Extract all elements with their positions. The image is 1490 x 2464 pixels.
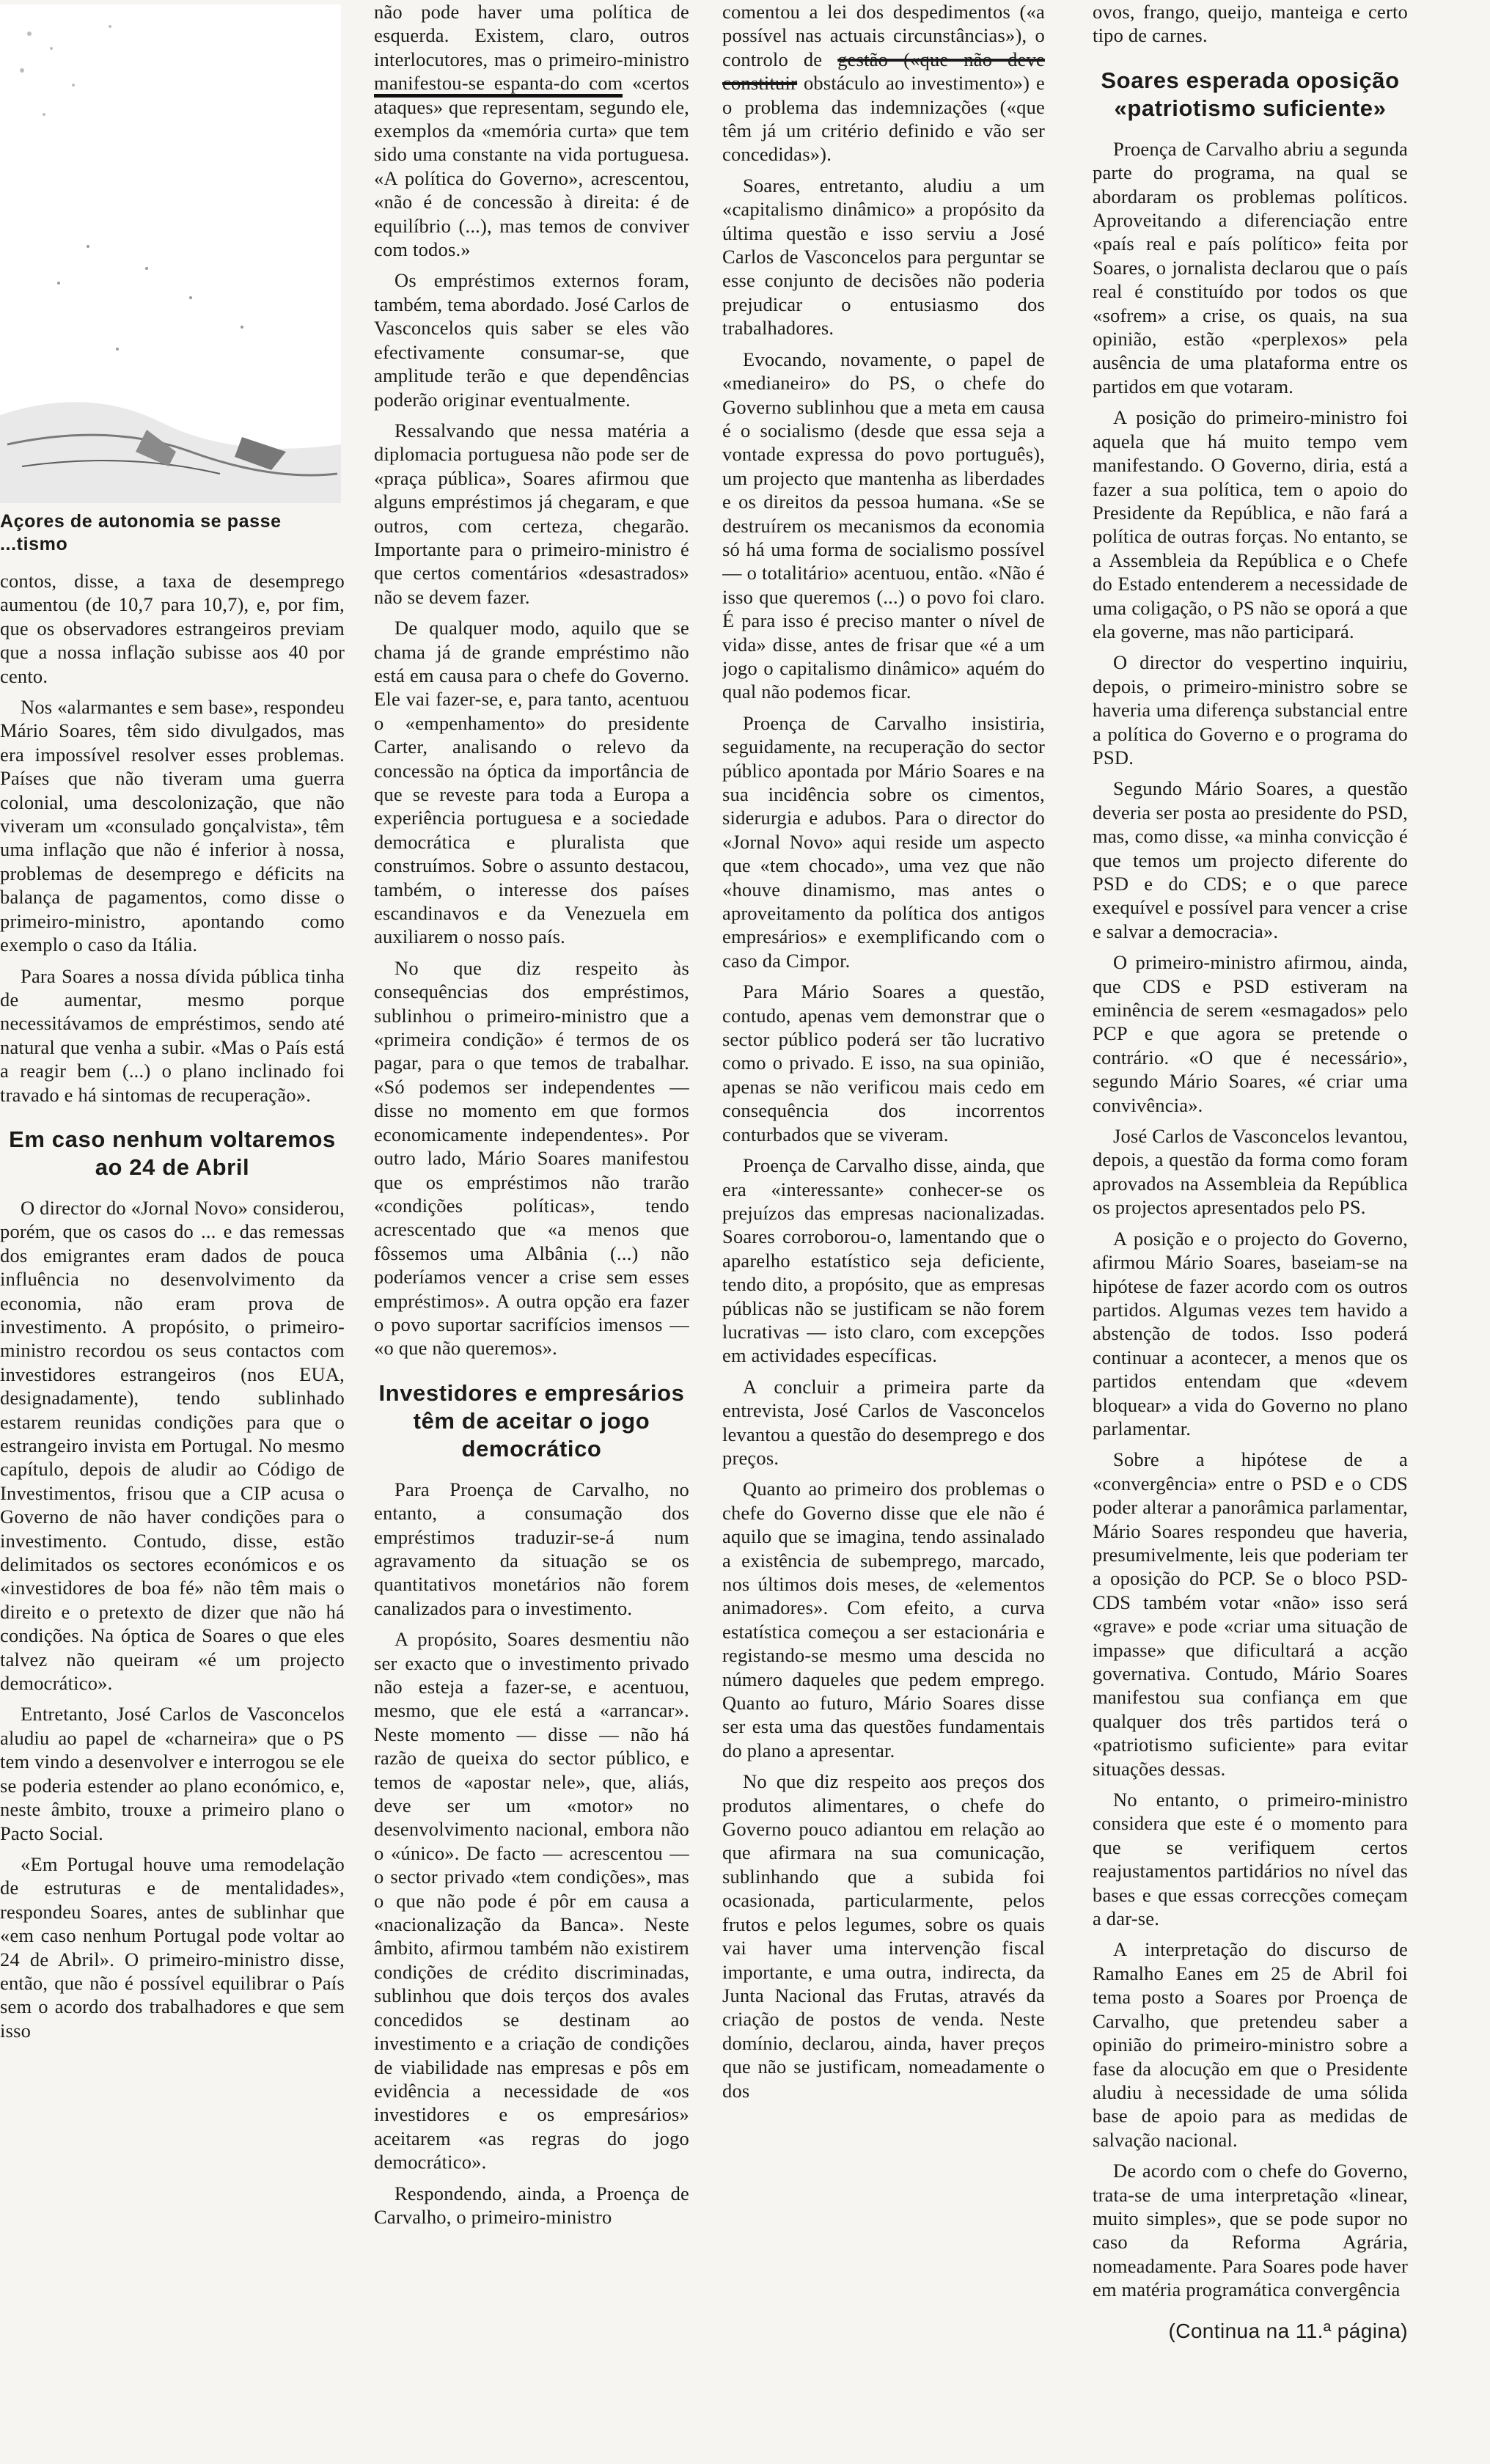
col4-paragraph-2: Proença de Carvalho abriu a segunda parte do programa, na qual se abordaram os problemas políticos. Aproveitando a diferenciação entre «país real e país político» feita por Soares, o jornalista declarou que o país real é constituído por todos os que «sofrem» a crise, os quais, na sua opinião, estão «perplexos» pela ausência de uma plataforma entre os partidos em que votaram. — [1093, 137, 1408, 397]
col2-paragraph-2: Os empréstimos externos foram, também, tema abordado. José Carlos de Vasconcelos quis saber se eles vão efectivamente consumar-se, que amplitude terão e que dependências poderão originar eventualmente. — [374, 269, 689, 411]
col4-paragraph-1: ovos, frango, queijo, manteiga e certo tipo de carnes. — [1093, 1, 1408, 47]
col2-paragraph-7: A propósito, Soares desmentiu não ser exacto que o investimento privado não esteja a fazer-se, e acentuou, mesmo, que ele está a «arrancar». Neste momento — disse — não há razão de queixa do sector público, e temos de «apostar nele», que, aliás, deve ser um «motor» no desenvolvimento nacional, embora não o «único». De facto — acrescentou — o sector privado «tem condições», mas o que não pode é pôr em causa a «nacionalização da Banca». Neste âmbito, afirmou também não existirem condições de crédito discriminadas, sublinhou que dois terços dos avales concedidos se destinam ao investimento e a criação de condições de viabilidade nas empresas e pôs em evidência a necessidade de «os investidores e os empresários» aceitarem «as regras do jogo democrático». — [374, 1628, 689, 2174]
underlined-passage: manifestou-se espanta-do com — [374, 72, 623, 98]
col2-paragraph-1 — [374, 0, 689, 261]
col4-paragraph-6: O primeiro-ministro afirmou, ainda, que CDS e PSD estiveram na eminência de serem «esmagados» pelo PCP e que agora se pretende o contrário. «O que é necessário», segundo Mário Soares, «é criar uma convivência». — [1093, 951, 1408, 1116]
col1-paragraph-1: contos, disse, a taxa de desemprego aumentou (de 10,7 para 10,7), e, por fim, que os observadores estrangeiros previam que a nossa inflação subisse aos 40 por cento. — [0, 570, 345, 687]
section-heading-24-abril: Em caso nenhum voltaremos ao 24 de Abril — [9, 1126, 336, 1180]
col3-paragraph-4: Proença de Carvalho insistiria, seguidamente, na recuperação do sector público apontada por Mário Soares e na sua incidência sobre os cimentos, siderurgia e adubos. Para o director do «Jornal Novo» aqui reside um aspecto que «tem chocado», uma vez que não «houve dinamismo, mas antes o aproveitamento da política dos antigos empresários» e exemplificando com o caso da Cimpor. — [722, 711, 1045, 972]
col4-paragraph-5: Segundo Mário Soares, a questão deveria ser posta ao presidente do PSD, mas, como disse, «a minha convicção é que temos um projecto diferente do PSD e do CDS; e o que parece exequível e possível para vencer a crise e salvar a democracia». — [1093, 777, 1408, 942]
column-3 — [722, 0, 1045, 2464]
column-4 — [1093, 0, 1408, 2464]
col3-p1-end: obstáculo ao investimento») e o problema das indemnizações («que têm já um critério definido e vão ser concedidas»). — [722, 72, 1045, 166]
col4-paragraph-12: De acordo com o chefe do Governo, trata-se de uma interpretação «linear, muito simples», que se pode supor no caso da Reforma Agrária, nomeadamente. Para Soares pode haver em matéria programática convergência — [1093, 2160, 1408, 2301]
section-heading-patriotismo: Soares esperada oposição «patriotismo suficiente» — [1101, 67, 1400, 121]
col3-paragraph-1 — [722, 0, 1045, 166]
col1-paragraph-5: Entretanto, José Carlos de Vasconcelos aludiu ao papel de «charneira» que o PS tem vindo a desenvolver e interrogou se ele se poderia estender ao plano económico, e, neste âmbito, trouxe a primeiro plano o Pacto Social. — [0, 1703, 345, 1844]
column-1 — [0, 0, 345, 2464]
struck-passage: gestão («que não deve constituir — [722, 48, 1045, 95]
col1-paragraph-4: O director do «Jornal Novo» considerou, porém, que os casos do ... e das remessas dos emigrantes eram dados de pouca influência no desenvolvimento da economia, não eram prova de investimento. A propósito, o primeiro-ministro recordou os seus contactos com investidores estrangeiros (nos EUA, designadamente), tendo sublinhado estarem reunidas condições para que o estrangeiro invista em Portugal. No mesmo capítulo, depois de aludir ao Código de Investimentos, frisou que a CIP acusa o Governo de não haver condições para o investimento. Contudo, disse, estão delimitados os sectores económicos e os «investidores de boa fé» não têm mais o direito e o pretexto de dizer que não há condições. Na óptica de Soares o que eles talvez não queiram «é um projecto democrático». — [0, 1196, 345, 1695]
photo-halftone-graphic — [0, 4, 341, 503]
col3-p1-start: comentou a lei dos despedimentos («a possível nas actuais circunstâncias»), o controlo de — [722, 1, 1045, 70]
continuation-note: (Continua na 11.ª página) — [1168, 2319, 1408, 2342]
col4-paragraph-4: O director do vespertino inquiriu, depois, o primeiro-ministro sobre se haveria uma diferença substancial entre a política do Governo e o programa do PSD. — [1093, 651, 1408, 769]
col3-paragraph-9: No que diz respeito aos preços dos produtos alimentares, o chefe do Governo pouco adiantou em relação ao que afirmara na sua comunicação, sublinhando que a subida foi ocasionada, particularmente, pelos frutos e pelos legumes, sobre os quais vai haver uma intervenção fiscal importante, e uma outra, indirecta, da Junta Nacional das Frutas, através da criação de postos de venda. Neste domínio, declarou, ainda, haver preços que não se justificam, nomeadamente o dos — [722, 1770, 1045, 2102]
col3-paragraph-5: Para Mário Soares a questão, contudo, apenas vem demonstrar que o sector público poderá ser tão lucrativo como o privado. E isso, na sua opinião, apenas se não verificou mais cedo em consequência dos incorrentos conturbados que se viveram. — [722, 980, 1045, 1145]
column-2 — [374, 0, 689, 2464]
col2-paragraph-6: Para Proença de Carvalho, no entanto, a consumação dos empréstimos traduzir-se-á num agravamento da situação se os quantitativos monetários não forem canalizados para o investimento. — [374, 1478, 689, 1619]
col4-paragraph-11: A interpretação do discurso de Ramalho Eanes em 25 de Abril foi tema posto a Soares por Proença de Carvalho, que pretendeu saber a opinião do primeiro-ministro sobre a fase da alocução em que o Presidente aludiu à necessidade de uma sólida base de apoio para as medidas de salvação nacional. — [1093, 1938, 1408, 2151]
col3-paragraph-8: Quanto ao primeiro dos problemas o chefe do Governo disse que ele não é aquilo que se imagina, tendo assinalado a existência de subemprego, marcado, nos últimos dois meses, de «elementos animadores». Com efeito, a curva estatística começou a ser estacionária e registando-se mesmo uma descida no número daqueles que pedem emprego. Quanto ao futuro, Mário Soares disse ser esta uma das questões fundamentais do plano a apresentar. — [722, 1478, 1045, 1761]
col1-paragraph-6: «Em Portugal houve uma remodelação de estruturas e de mentalidades», respondeu Soares, antes de sublinhar que «em caso nenhum Portugal pode voltar ao 24 de Abril». O primeiro-ministro disse, então, que não é possível equilibrar o País sem o acordo dos trabalhadores e que sem isso — [0, 1852, 345, 2042]
col4-paragraph-3: A posição do primeiro-ministro foi aquela que há muito tempo vem manifestando. O Governo, diria, está a fazer a sua política, tem o apoio do Presidente da República, e não fará a política de outras forças. No entanto, se a Assembleia da República e o Chefe do Estado entenderem a necessidade de uma coligação, o PS não se oporá a que ela governe, mas não participará. — [1093, 406, 1408, 642]
col4-paragraph-10: No entanto, o primeiro-ministro considera que este é o momento para que se verifiquem certos reajustamentos partidários no nível das bases e que essas correcções começam a dar-se. — [1093, 1789, 1408, 1930]
col2-paragraph-8: Respondendo, ainda, a Proença de Carvalho, o primeiro-ministro — [374, 2182, 689, 2228]
col3-paragraph-6: Proença de Carvalho disse, ainda, que era «interessante» conhecer-se os prejuízos das empresas nacionalizadas. Soares corroborou-o, lamentando que o aparelho estatístico seja deficiente, tendo dito, a propósito, que as empresas públicas não se justificam se não forem lucrativas — isto claro, com excepções em actividades específicas. — [722, 1154, 1045, 1367]
newspaper-photo — [0, 4, 341, 503]
col1-paragraph-2: Nos «alarmantes e sem base», respondeu Mário Soares, têm sido divulgados, mas era impossível resolver esses problemas. Países que não tiveram uma guerra colonial, uma descolonização, que não viveram um «consulado gonçalvista», têm uma inflação que não é inferior à nossa, problemas de desemprego e déficits na balança de pagamentos, como disse o primeiro-ministro, apontando como exemplo o caso da Itália. — [0, 696, 345, 956]
col1-paragraph-3: Para Soares a nossa dívida pública tinha de aumentar, mesmo porque necessitávamos de empréstimos, sendo até natural que venha a subir. «Mas o País está a reagir bem (...) o plano inclinado foi travado e há sintomas de recuperação». — [0, 964, 345, 1106]
col4-paragraph-9: Sobre a hipótese de a «convergência» entre o PSD e o CDS poder alterar a panorâmica parlamentar, Mário Soares respondeu que haveria, presumivelmente, leis que poderiam ter a oposição do PCP. Se o bloco PSD-CDS também votar «não» isso será «grave» e pode «criar uma situação de impasse» que dificultará a acção governativa. Contudo, Mário Soares manifestou sua confiança em que qualquer dos três partidos terá o «patriotismo suficiente» para evitar situações dessas. — [1093, 1448, 1408, 1780]
col3-paragraph-7: A concluir a primeira parte da entrevista, José Carlos de Vasconcelos levantou a questão do desemprego e dos preços. — [722, 1375, 1045, 1469]
col2-paragraph-3: Ressalvando que nessa matéria a diplomacia portuguesa não pode ser de «praça pública», Soares afirmou que alguns empréstimos já chegaram, e que outros, com certeza, chegarão. Importante para o primeiro-ministro é que certos comentários «desastrados» não se devem fazer. — [374, 419, 689, 608]
col2-p1-start: não pode haver uma política de esquerda. Existem, claro, outros interlocutores, mas o primeiro-ministro — [374, 1, 689, 70]
section-heading-investidores: Investidores e empresários têm de aceitar o jogo democrático — [378, 1379, 685, 1462]
col2-p1-end: «certos ataques» que representam, segundo ele, exemplos da «memória curta» que tem sido uma constante na vida portuguesa. «A política do Governo», acrescentou, «não é de concessão à direita: é de equilíbrio (...), mas temos de conviver com todos.» — [374, 72, 689, 261]
photo-caption: Açores de autonomia se passe ...tismo — [0, 511, 282, 554]
col3-paragraph-2: Soares, entretanto, aludiu a um «capitalismo dinâmico» a propósito da última questão e isso serviu a José Carlos de Vasconcelos para perguntar se esse conjunto de decisões não poderia prejudicar o entusiasmo dos trabalhadores. — [722, 174, 1045, 340]
col4-paragraph-7: José Carlos de Vasconcelos levantou, depois, a questão da forma como foram aprovados na Assembleia da República os projectos apresentados pelo PS. — [1093, 1125, 1408, 1219]
col2-paragraph-4: De qualquer modo, aquilo que se chama já de grande empréstimo não está em causa para o chefe do Governo. Ele vai fazer-se, e, para tanto, acentuou o «empenhamento» do presidente Carter, analisando o relevo da concessão na óptica da importância de que se reveste para toda a Europa a experiência portuguesa e a sociedade democrática e pluralista que construímos. Sobre o assunto destacou, também, o interesse dos países escandinavos e da Venezuela em auxiliarem o nosso país. — [374, 617, 689, 948]
col4-paragraph-8: A posição e o projecto do Governo, afirmou Mário Soares, baseiam-se na hipótese de fazer acordo com os outros partidos. Algumas vezes tem havido a abstenção de todos. Isso poderá continuar a acontecer, a menos que os partidos entendam que «devem bloquear» a vida do Governo no plano parlamentar. — [1093, 1227, 1408, 1440]
col3-paragraph-3: Evocando, novamente, o papel de «medianeiro» do PS, o chefe do Governo sublinhou que a meta em causa é o socialismo (desde que essa seja a vontade expressa do povo português), um projecto que mantenha as liberdades e os direitos da pessoa humana. «Se se destruírem os mecanismos da economia só há uma forma de socialismo possível — o totalitário» acentuou, então. «Não é isso que queremos (...) o povo foi claro. É para isso é preciso manter o nível de vida» disse, antes de frisar que «é a um jogo o capitalismo dinâmico» aquém do qual não podemos ficar. — [722, 348, 1045, 703]
col2-paragraph-5: No que diz respeito às consequências dos empréstimos, sublinhou o primeiro-ministro que a «primeira condição» é termos de os pagar, para o que temos de trabalhar. «Só podemos ser independentes — disse no momento em que formos economicamente independentes». Por outro lado, Mário Soares manifestou que os empréstimos não trarão «condições políticas», tendo acrescentado que «a menos que fôssemos uma Albânia (...) não poderíamos vencer a crise sem esses empréstimos». A outra opção era fazer o povo suportar sacrifícios imensos — «o que não queremos». — [374, 956, 689, 1360]
